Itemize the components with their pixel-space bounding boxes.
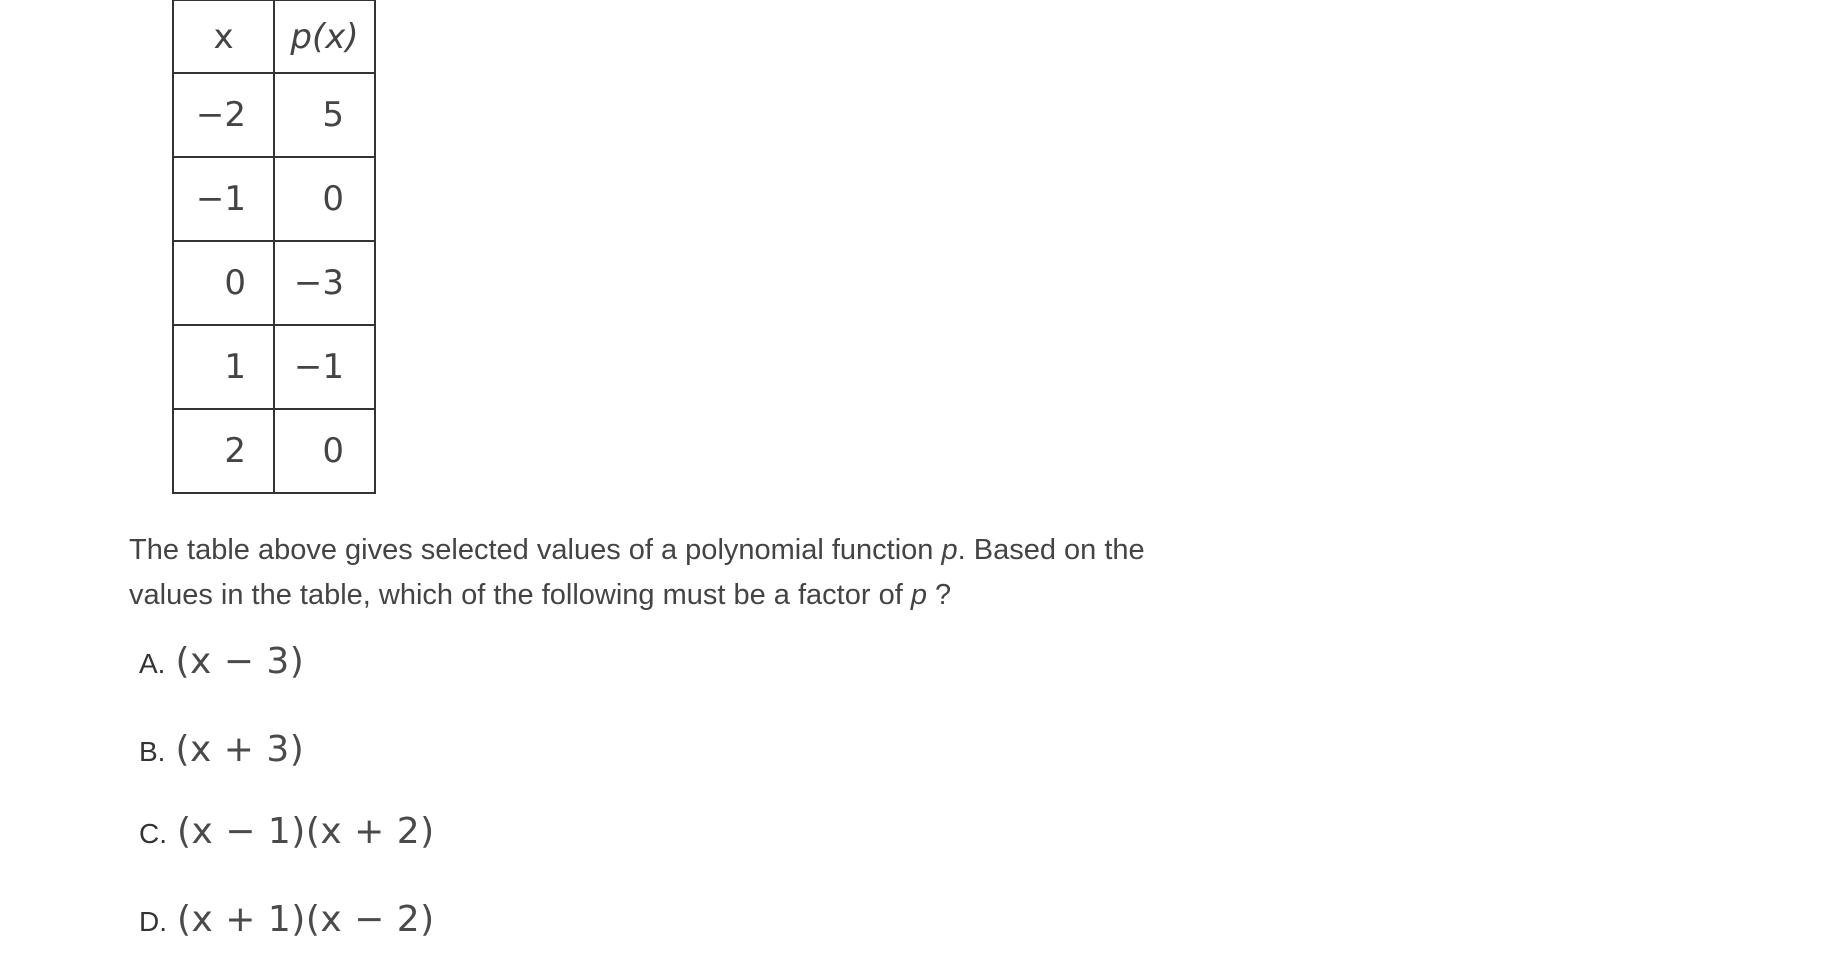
question-variable-p: p: [910, 579, 927, 611]
values-table: [172, 0, 376, 494]
table-row: [173, 409, 375, 493]
choice-expression: (x − 3): [175, 641, 305, 682]
question-text: [129, 528, 1209, 618]
column-header-px: p(x): [274, 0, 375, 73]
table-cell-px: −3: [274, 241, 375, 325]
table-row: [173, 241, 375, 325]
answer-choice-c[interactable]: [139, 810, 435, 854]
choice-expression: (x + 1)(x − 2): [177, 899, 435, 940]
choice-letter: B.: [139, 736, 166, 767]
column-header-x: x: [173, 0, 274, 73]
choice-expression: (x + 3): [175, 729, 305, 770]
table-header-row: [173, 0, 375, 73]
question-part-3: ?: [926, 579, 952, 611]
answer-choice-b[interactable]: [139, 728, 304, 772]
table-cell-x: −1: [173, 157, 274, 241]
table-cell-x: 2: [173, 409, 274, 493]
table-cell-x: −2: [173, 73, 274, 157]
table-cell-x: 0: [173, 241, 274, 325]
answer-choice-a[interactable]: [139, 640, 304, 684]
table-row: [173, 325, 375, 409]
table-row: [173, 157, 375, 241]
question-variable-p: p: [941, 534, 958, 566]
table-cell-px: −1: [274, 325, 375, 409]
table-cell-px: 0: [274, 409, 375, 493]
choice-letter: D.: [139, 906, 167, 937]
question-part-1: The table above gives selected values of a polynomial function: [129, 534, 942, 566]
table-cell-x: 1: [173, 325, 274, 409]
choice-letter: A.: [139, 648, 166, 679]
table-row: [173, 73, 375, 157]
table-cell-px: 5: [274, 73, 375, 157]
choice-letter: C.: [139, 818, 167, 849]
answer-choice-d[interactable]: [139, 898, 435, 942]
question-part-2: . Based on the values in the table, which of the following must be a factor of: [129, 534, 1145, 611]
choice-expression: (x − 1)(x + 2): [177, 811, 435, 852]
table-cell-px: 0: [274, 157, 375, 241]
